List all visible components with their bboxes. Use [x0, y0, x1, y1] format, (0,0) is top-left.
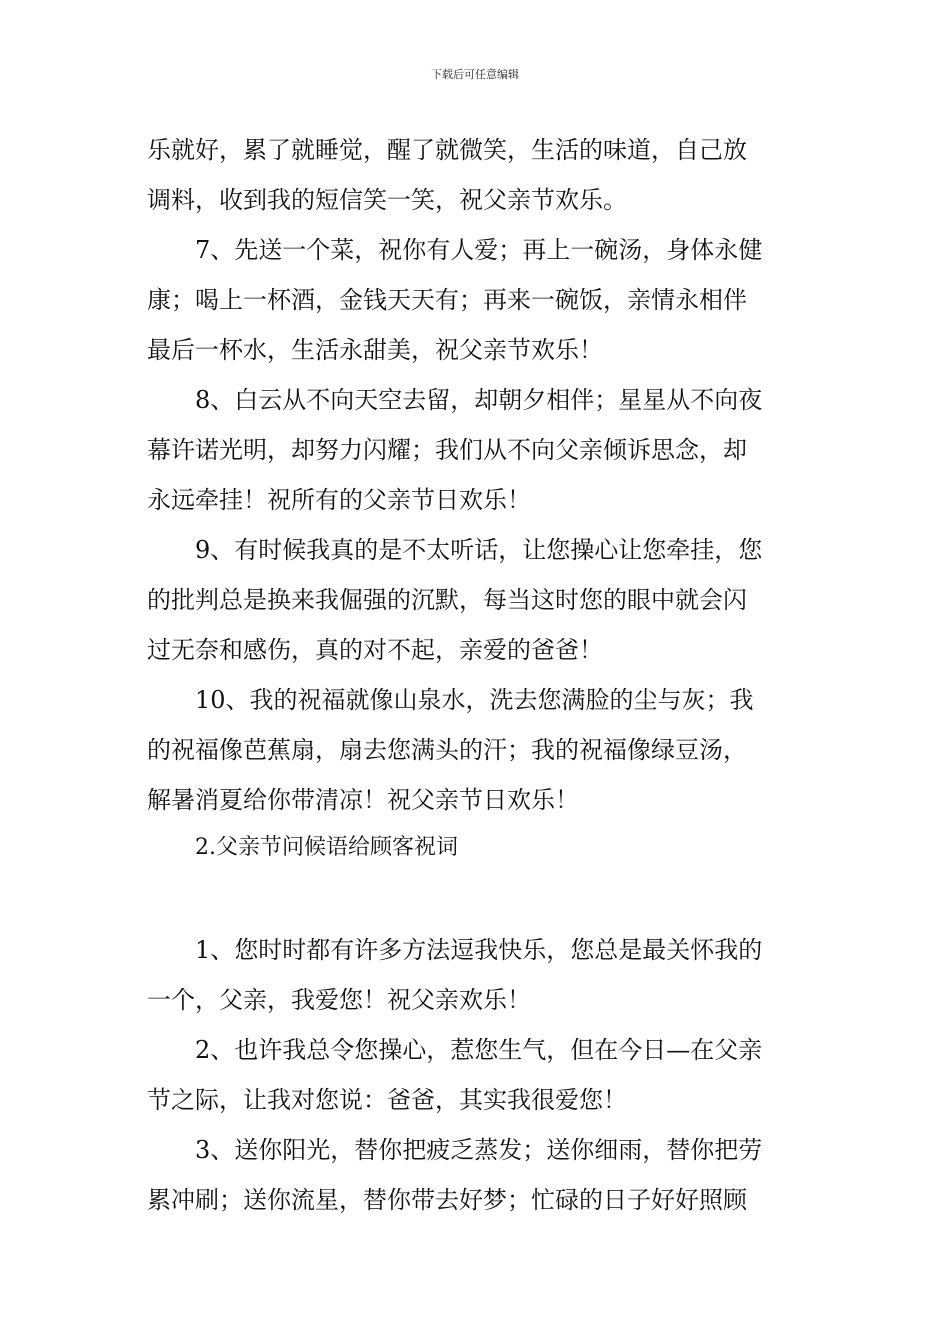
text-line: 康；喝上一杯酒，金钱天天有；再来一碗饭，亲情永相伴	[147, 286, 747, 314]
paragraph-8-start: 8、白云从不向天空去留，却朝夕相伴；星星从不向夜	[195, 386, 763, 414]
paragraph-3-start: 3、送你阳光，替你把疲乏蒸发；送你细雨，替你把劳	[195, 1136, 763, 1164]
text-line: 最后一杯水，生活永甜美，祝父亲节欢乐！	[147, 336, 603, 364]
paragraph-9-start: 9、有时候我真的是不太听话，让您操心让您牵挂，您	[195, 536, 763, 564]
paragraph-2-start: 2、也许我总令您操心，惹您生气，但在今日—在父亲	[195, 1036, 763, 1064]
text-line: 永远牵挂！祝所有的父亲节日欢乐！	[147, 486, 531, 514]
text-line: 调料，收到我的短信笑一笑，祝父亲节欢乐。	[147, 186, 627, 214]
text-line: 乐就好，累了就睡觉，醒了就微笑，生活的味道，自己放	[147, 136, 747, 164]
text-line: 的批判总是换来我倔强的沉默，每当这时您的眼中就会闪	[147, 586, 747, 614]
text-line: 解暑消夏给你带清凉！祝父亲节日欢乐！	[147, 786, 579, 814]
text-line: 一个，父亲，我爱您！祝父亲欢乐！	[147, 986, 531, 1014]
text-line: 幕许诺光明，却努力闪耀；我们从不向父亲倾诉思念，却	[147, 436, 747, 464]
text-line: 过无奈和感伤，真的对不起，亲爱的爸爸！	[147, 636, 603, 664]
text-line: 累冲刷；送你流星，替你带去好梦；忙碌的日子好好照顾	[147, 1186, 747, 1214]
text-line: 节之际，让我对您说：爸爸，其实我很爱您！	[147, 1086, 627, 1114]
text-line: 的祝福像芭蕉扇，扇去您满头的汗；我的祝福像绿豆汤，	[147, 736, 747, 764]
paragraph-7-start: 7、先送一个菜，祝你有人爱；再上一碗汤，身体永健	[195, 236, 763, 264]
section-heading: 2.父亲节问候语给顾客祝词	[195, 835, 458, 860]
paragraph-10-start: 10、我的祝福就像山泉水，洗去您满脸的尘与灰；我	[195, 686, 754, 714]
page-header: 下载后可任意编辑	[431, 68, 519, 81]
paragraph-1-start: 1、您时时都有许多方法逗我快乐，您总是最关怀我的	[195, 936, 763, 964]
